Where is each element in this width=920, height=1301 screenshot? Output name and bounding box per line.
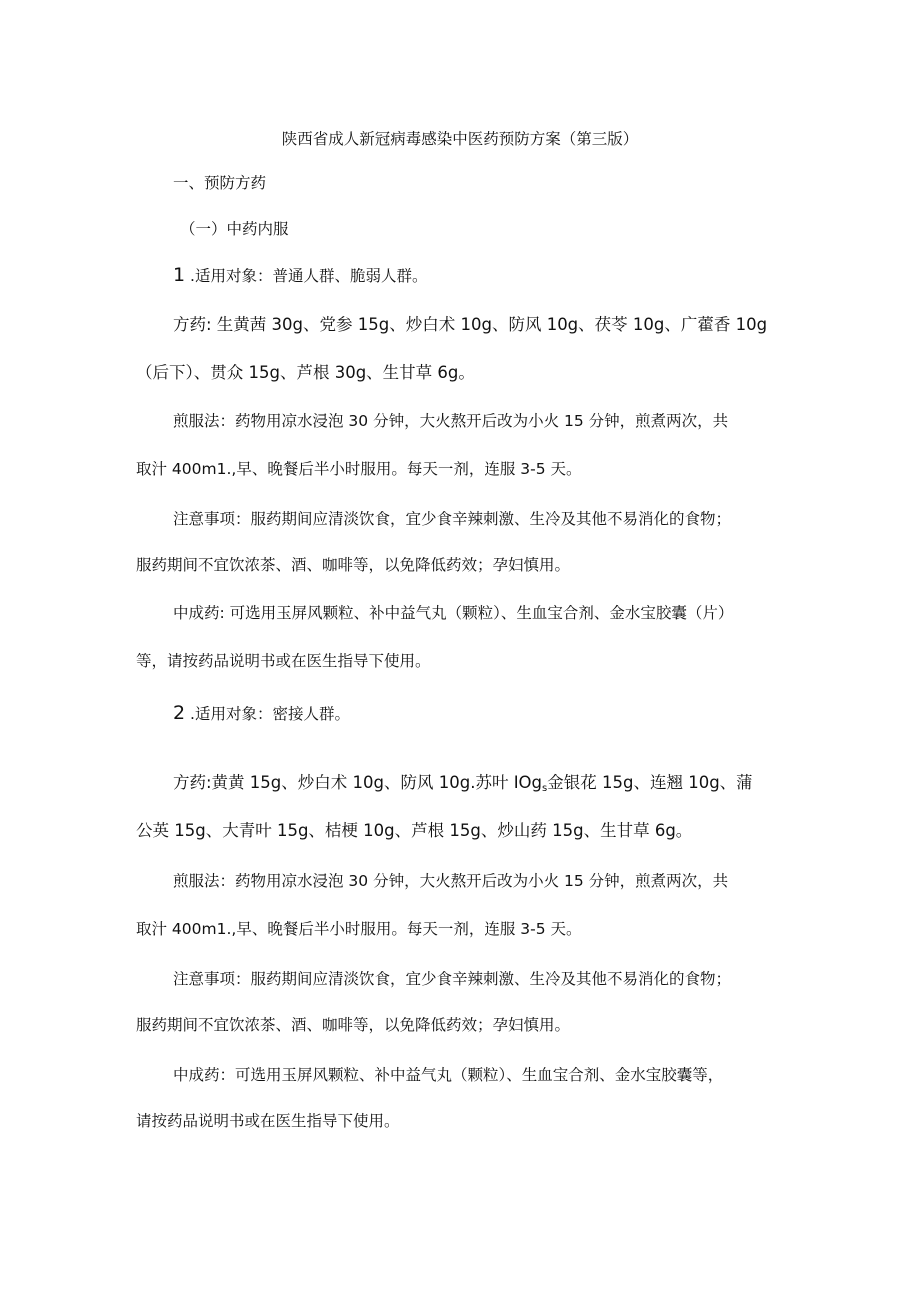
item2-patent-line2: 请按药品说明书或在医生指导下使用。 xyxy=(136,1112,400,1130)
document-title: 陕西省成人新冠病毒感染中医药预防方案（第三版） xyxy=(281,130,639,148)
item2-prescription-line1 xyxy=(173,772,788,800)
item1-prescription-line2: （后下）、贯众 15g、芦根 30g、生甘草 6g。 xyxy=(136,363,475,382)
item2-prescription-line1a: 方药:黄黄 15g、炒白术 10g、防风 10g.苏叶 IOg xyxy=(173,773,543,792)
item1-prescription-line1: 方药: 生黄茜 30g、党参 15g、炒白术 10g、防风 10g、茯苓 10g、广藿香 10g xyxy=(173,315,768,334)
item2-patent-line1: 中成药：可选用玉屏风颗粒、补中益气丸（颗粒）、生血宝合剂、金水宝胶囊等， xyxy=(173,1066,724,1084)
item1-decoction-line1: 煎服法：药物用凉水浸泡 30 分钟，大火熬开后改为小火 15 分钟，煎煮两次，共 xyxy=(173,412,729,430)
item2-notes-line2: 服药期间不宜饮浓茶、酒、咖啡等，以免降低药效；孕妇慎用。 xyxy=(136,1016,571,1034)
item1-label: .适用对象：普通人群、脆弱人群。 xyxy=(190,267,428,285)
item1-decoction-line2: 取汁 400m1.,早、晚餐后半小时服用。每天一剂，连服 3-5 天。 xyxy=(136,460,582,478)
item2-decoction-line1: 煎服法：药物用凉水浸泡 30 分钟，大火熬开后改为小火 15 分钟，煎煮两次，共 xyxy=(173,872,729,890)
item2-notes-line1: 注意事项：服药期间应清淡饮食，宜少食辛辣刺激、生冷及其他不易消化的食物； xyxy=(173,970,732,988)
item1-heading xyxy=(173,264,823,287)
item1-notes-line2: 服药期间不宜饮浓茶、酒、咖啡等，以免降低药效；孕妇慎用。 xyxy=(136,556,571,574)
subsection-heading: （一）中药内服 xyxy=(180,220,289,238)
item1-patent-line1: 中成药: 可选用玉屏风颗粒、补中益气丸（颗粒）、生血宝合剂、金水宝胶囊（片） xyxy=(173,604,734,622)
item2-decoction-line2: 取汁 400m1.,早、晚餐后半小时服用。每天一剂，连服 3-5 天。 xyxy=(136,920,582,938)
item2-prescription-subscript: s xyxy=(542,783,548,794)
item2-label: .适用对象：密接人群。 xyxy=(190,705,350,723)
item2-heading xyxy=(173,702,823,725)
item1-number: 1 xyxy=(173,264,186,286)
item1-patent-line2: 等，请按药品说明书或在医生指导下使用。 xyxy=(136,652,431,670)
item1-notes-line1: 注意事项：服药期间应清淡饮食，宜少食辛辣刺激、生冷及其他不易消化的食物； xyxy=(173,510,732,528)
item2-prescription-line2: 公英 15g、大青叶 15g、桔梗 10g、芦根 15g、炒山药 15g、生甘草 6g。 xyxy=(136,821,693,840)
section-heading: 一、预防方药 xyxy=(173,174,267,192)
item2-prescription-line1b: 金银花 15g、连翘 10g、蒲 xyxy=(547,773,753,792)
item2-number: 2 xyxy=(173,702,186,724)
